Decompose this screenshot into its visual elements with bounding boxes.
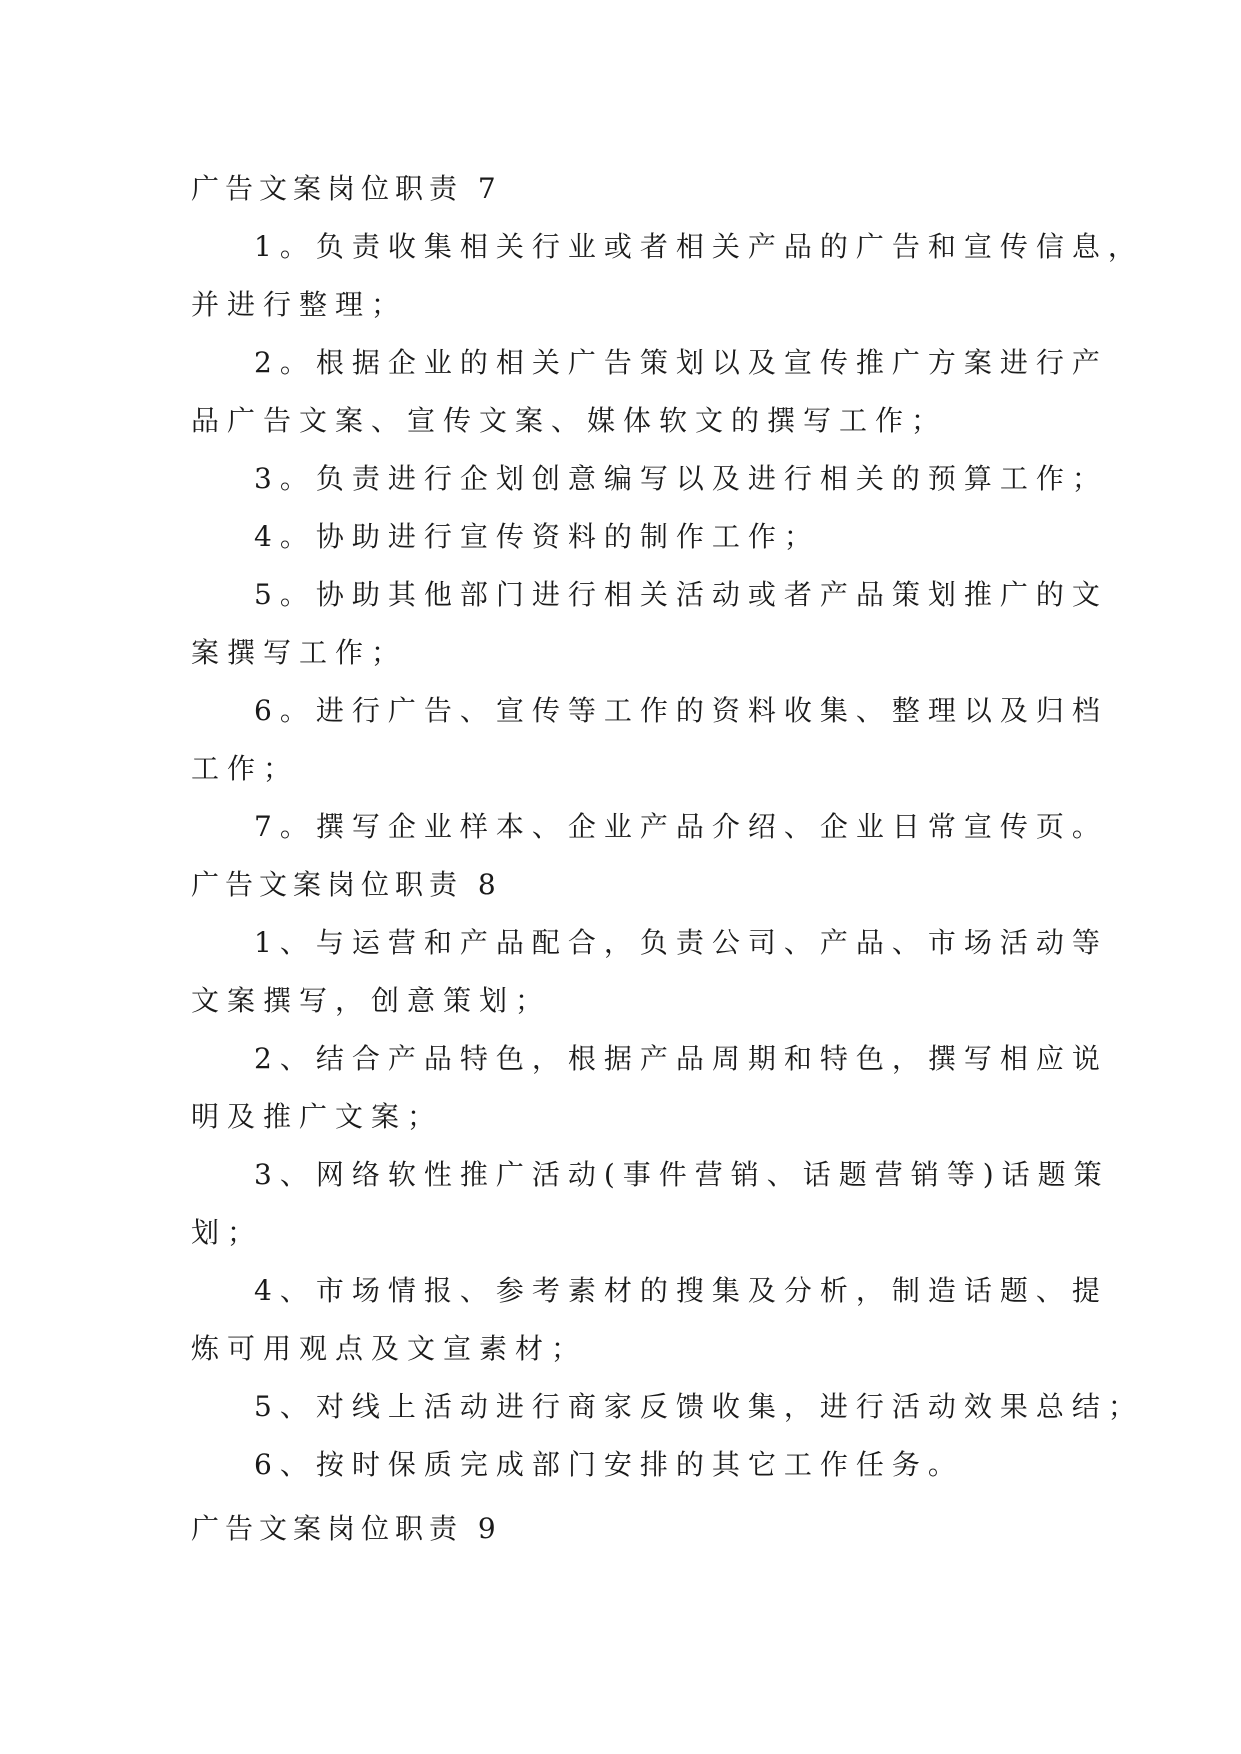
paragraph-line: 4。协助进行宣传资料的制作工作； bbox=[254, 520, 820, 553]
paragraph-line: 工作； bbox=[191, 752, 300, 785]
paragraph-line: 案撰写工作； bbox=[191, 636, 408, 669]
paragraph-line: 4、市场情报、参考素材的搜集及分析，制造话题、提 bbox=[254, 1274, 1108, 1307]
paragraph-line: 3、网络软性推广活动(事件营销、话题营销等)话题策 bbox=[254, 1158, 1110, 1191]
paragraph-line: 6。进行广告、宣传等工作的资料收集、整理以及归档 bbox=[254, 694, 1108, 727]
section-heading: 广告文案岗位职责 8 bbox=[191, 868, 502, 901]
paragraph-line: 明及推广文案； bbox=[191, 1100, 444, 1133]
list-item bbox=[191, 1378, 1144, 1436]
paragraph-line: 3。负责进行企划创意编写以及进行相关的预算工作； bbox=[254, 462, 1108, 495]
paragraph-line: 炼可用观点及文宣素材； bbox=[191, 1332, 588, 1365]
list-item bbox=[191, 798, 1108, 856]
list-item bbox=[191, 682, 1108, 798]
paragraph-line: 5、对线上活动进行商家反馈收集，进行活动效果总结； bbox=[254, 1390, 1144, 1423]
list-item bbox=[191, 508, 1061, 566]
list-item bbox=[191, 566, 1108, 682]
paragraph-line: 2。根据企业的相关广告策划以及宣传推广方案进行产 bbox=[254, 346, 1108, 379]
list-item bbox=[191, 334, 1108, 450]
section-heading: 广告文案岗位职责 7 bbox=[191, 172, 502, 205]
section-heading: 广告文案岗位职责 9 bbox=[191, 1512, 502, 1545]
list-item bbox=[191, 1436, 1061, 1494]
paragraph-line: 1。负责收集相关行业或者相关产品的广告和宣传信息， bbox=[254, 230, 1144, 263]
paragraph-line: 划； bbox=[191, 1216, 264, 1249]
paragraph-line: 6、按时保质完成部门安排的其它工作任务。 bbox=[254, 1448, 964, 1481]
paragraph-line: 品广告文案、宣传文案、媒体软文的撰写工作； bbox=[191, 404, 948, 437]
paragraph-line: 并进行整理； bbox=[191, 288, 408, 321]
paragraph-line: 文案撰写，创意策划； bbox=[191, 984, 552, 1017]
document-body bbox=[191, 160, 1144, 1558]
list-item bbox=[191, 218, 1144, 334]
paragraph-line: 7。撰写企业样本、企业产品介绍、企业日常宣传页。 bbox=[254, 810, 1108, 843]
paragraph-line: 5。协助其他部门进行相关活动或者产品策划推广的文 bbox=[254, 578, 1108, 611]
list-item bbox=[191, 914, 1108, 1030]
list-item bbox=[191, 1146, 1110, 1262]
paragraph-line: 1、与运营和产品配合，负责公司、产品、市场活动等 bbox=[254, 926, 1108, 959]
list-item bbox=[191, 1262, 1108, 1378]
list-item bbox=[191, 450, 1108, 508]
paragraph-line: 2、结合产品特色，根据产品周期和特色，撰写相应说 bbox=[254, 1042, 1108, 1075]
list-item bbox=[191, 1030, 1108, 1146]
